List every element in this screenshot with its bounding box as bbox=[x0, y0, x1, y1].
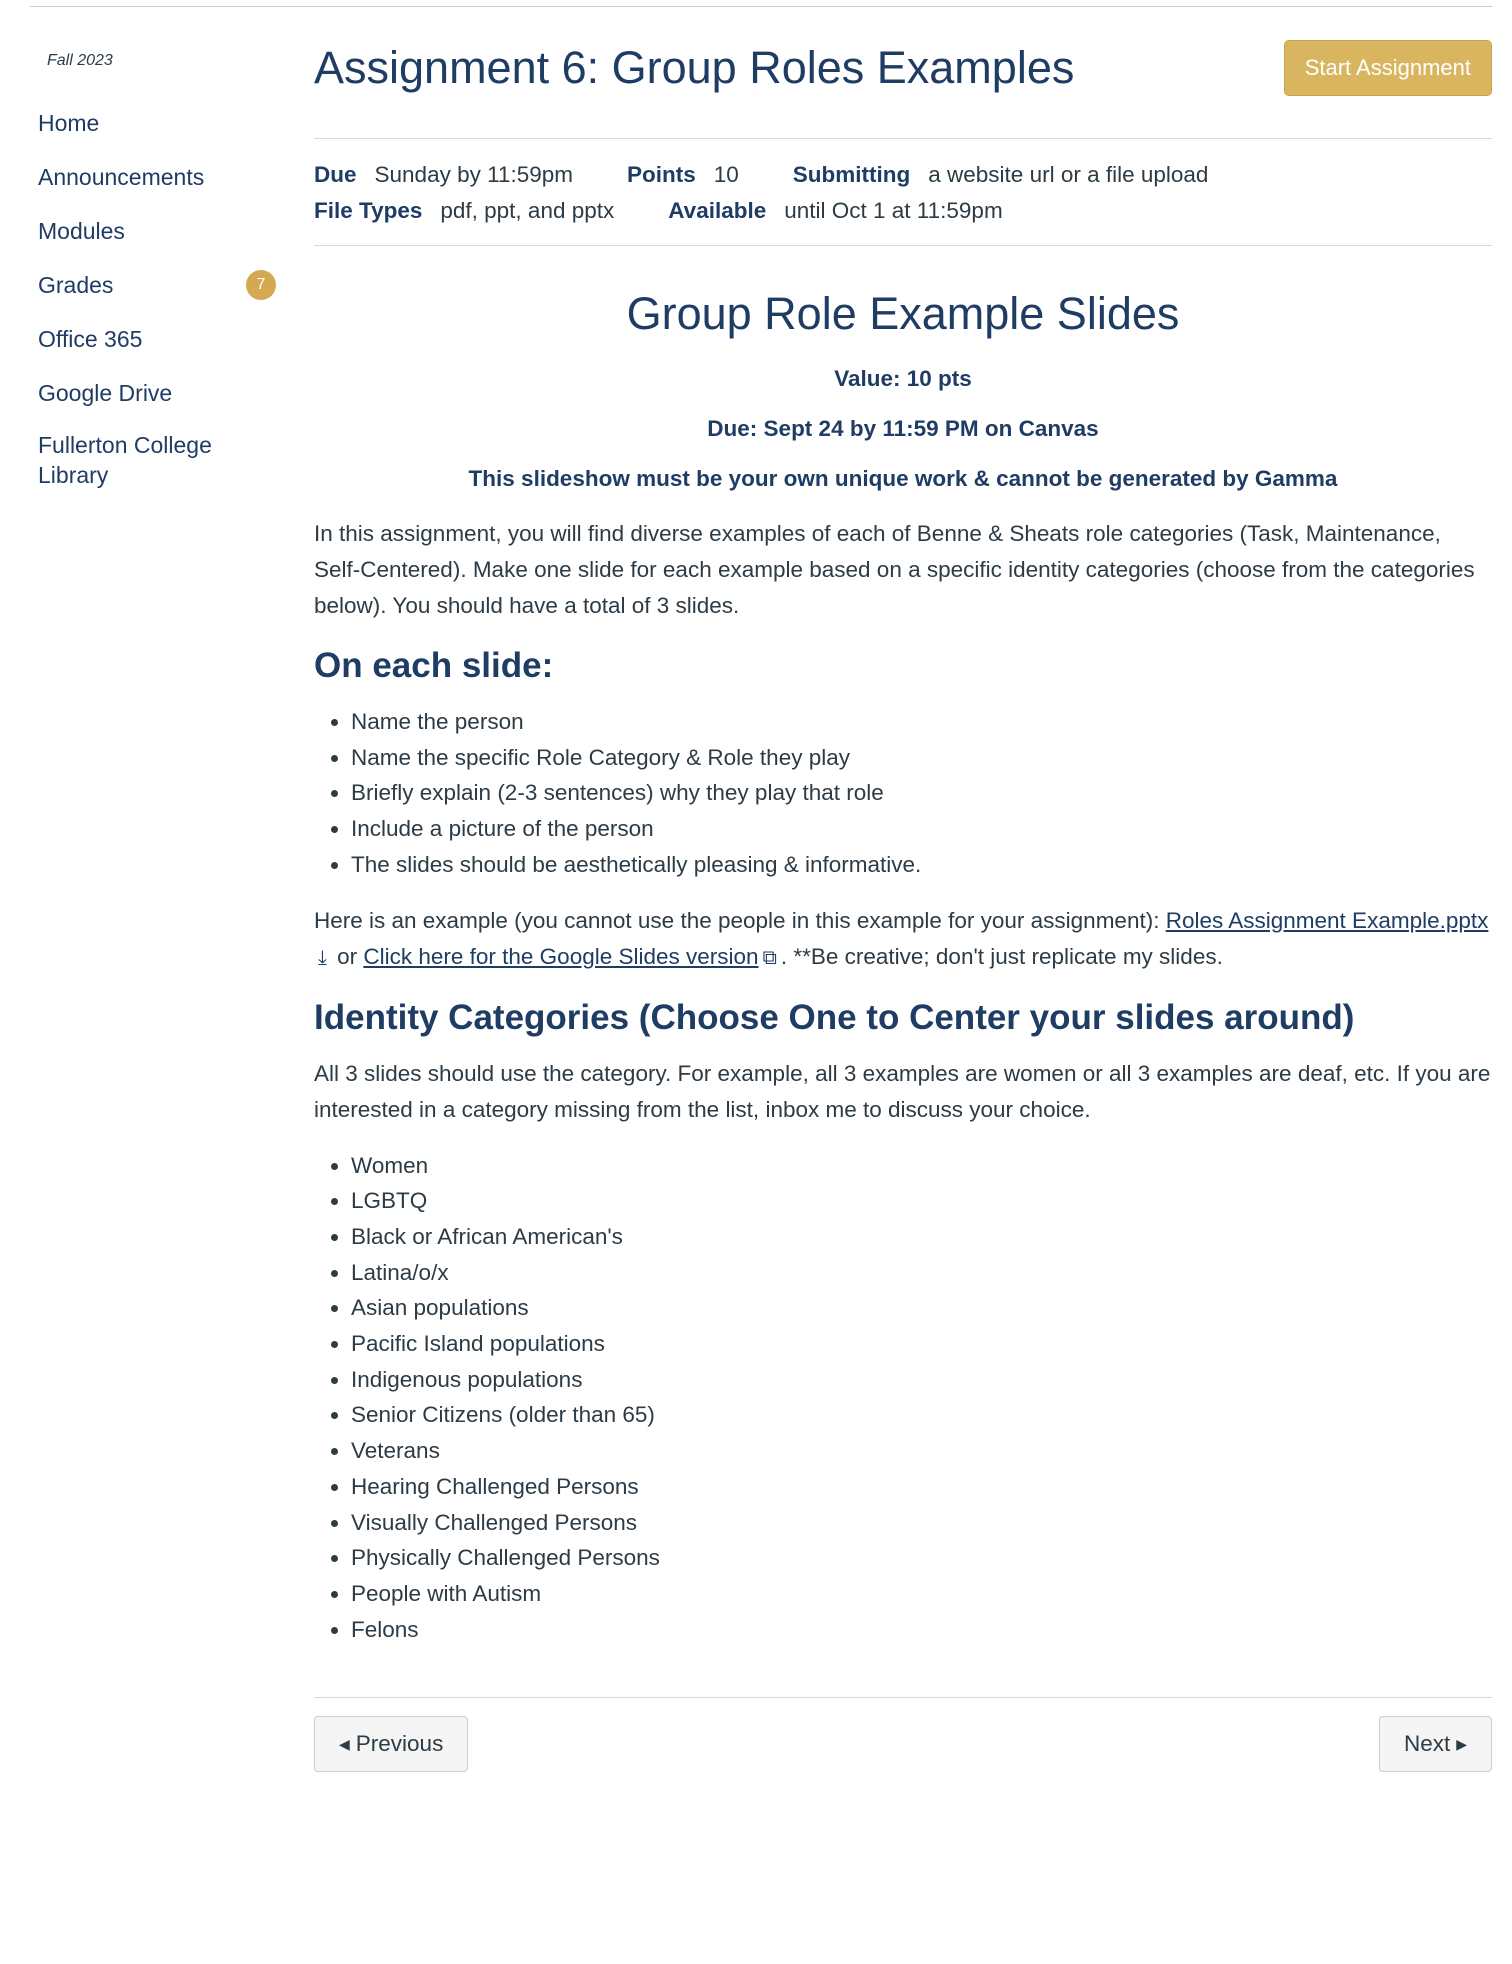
details-row-1 bbox=[314, 157, 1492, 193]
sidebar-item-label: Office 365 bbox=[38, 326, 143, 352]
previous-button[interactable] bbox=[314, 1716, 468, 1772]
each-slide-list bbox=[314, 704, 1492, 883]
intro-paragraph: In this assignment, you will find diverse examples of each of Benne & Sheats role categories (Task, Maintenance, Self-Centered). Make one slide for each example based on a specific identity categories (choose from the categories below). You should have a total of 3 slides. bbox=[314, 521, 1475, 618]
sidebar-item-label: Grades bbox=[38, 272, 114, 298]
assignment-description bbox=[314, 288, 1492, 1647]
list-item: • Hearing Challenged Persons bbox=[351, 1469, 1492, 1505]
sidebar-item-home[interactable] bbox=[38, 96, 278, 150]
list-item: • Include a picture of the person bbox=[351, 811, 1492, 847]
assignment-main bbox=[314, 40, 1492, 1772]
assignment-details bbox=[314, 139, 1492, 245]
sidebar-item-office-365[interactable] bbox=[38, 312, 278, 366]
available-label: Available bbox=[668, 198, 767, 223]
sidebar-item-label: Home bbox=[38, 110, 100, 136]
list-item: • Indigenous populations bbox=[351, 1362, 1492, 1398]
list-item: • Senior Citizens (older than 65) bbox=[351, 1397, 1492, 1433]
details-bottom-divider bbox=[314, 245, 1492, 246]
example-paragraph bbox=[314, 903, 1492, 976]
example-prefix: Here is an example (you cannot use the people in this example for your assignment): bbox=[314, 907, 1166, 933]
page-title: Assignment 6: Group Roles Examples bbox=[314, 42, 1075, 93]
list-item: • Pacific Island populations bbox=[351, 1326, 1492, 1362]
roles-assignment-example-link[interactable]: Roles Assignment Example.pptx bbox=[1165, 907, 1489, 933]
module-pager bbox=[314, 1716, 1492, 1772]
term-label: Fall 2023 bbox=[47, 52, 113, 69]
points-label: Points bbox=[626, 162, 696, 187]
title-row bbox=[314, 40, 1492, 138]
google-slides-link[interactable]: Click here for the Google Slides version bbox=[363, 943, 759, 969]
example-suffix: . **Be creative; don't just replicate my slides. bbox=[780, 943, 1223, 969]
list-item: • Latina/o/x bbox=[351, 1255, 1492, 1291]
example-or: or bbox=[330, 943, 364, 969]
available-value: until Oct 1 at 11:59pm bbox=[784, 198, 1003, 223]
list-item: • Felons bbox=[351, 1612, 1492, 1648]
file-types-value: pdf, ppt, and pptx bbox=[440, 198, 615, 223]
sidebar-item-grades[interactable] bbox=[38, 258, 278, 312]
list-item: • Visually Challenged Persons bbox=[351, 1505, 1492, 1541]
top-divider bbox=[30, 6, 1492, 7]
list-item: • Name the specific Role Category & Role they play bbox=[351, 740, 1492, 776]
list-item: • Women bbox=[351, 1148, 1492, 1184]
list-item: • Briefly explain (2-3 sentences) why they play that role bbox=[351, 775, 1492, 811]
value-line: Value: 10 pts bbox=[834, 366, 972, 391]
description-heading: Group Role Example Slides bbox=[626, 288, 1180, 339]
sidebar-item-google-drive[interactable] bbox=[38, 366, 278, 420]
due-value: Sunday by 11:59pm bbox=[374, 162, 573, 187]
submitting-value: a website url or a file upload bbox=[928, 162, 1209, 187]
caret-left-icon: ◀ bbox=[339, 1735, 350, 1752]
grades-count-badge: 7 bbox=[246, 270, 276, 300]
each-slide-heading: On each slide: bbox=[314, 646, 554, 685]
list-item: • LGBTQ bbox=[351, 1183, 1492, 1219]
next-button[interactable] bbox=[1379, 1716, 1492, 1772]
due-line: Due: Sept 24 by 11:59 PM on Canvas bbox=[707, 416, 1099, 441]
identity-intro: All 3 slides should use the category. For example, all 3 examples are women or all 3 examples are deaf, etc. If you are interested in a category missing from the list, inbox me to discuss your choice. bbox=[314, 1060, 1491, 1122]
due-label: Due bbox=[314, 162, 357, 187]
list-item: • People with Autism bbox=[351, 1576, 1492, 1612]
sidebar-item-library[interactable] bbox=[38, 420, 278, 490]
external-link-icon[interactable]: ⧉ bbox=[762, 946, 777, 969]
list-item: • Name the person bbox=[351, 704, 1492, 740]
sidebar-item-modules[interactable] bbox=[38, 204, 278, 258]
points-value: 10 bbox=[713, 162, 739, 187]
next-label: Next bbox=[1403, 1731, 1451, 1757]
caret-right-icon: ▶ bbox=[1456, 1735, 1467, 1752]
footer-divider bbox=[314, 1697, 1492, 1698]
unique-work-line: This slideshow must be your own unique work & cannot be generated by Gamma bbox=[468, 466, 1338, 491]
sidebar-item-label: Google Drive bbox=[38, 380, 173, 406]
sidebar-item-label: Fullerton College Library bbox=[38, 432, 212, 488]
file-types-label: File Types bbox=[314, 198, 423, 223]
list-item: • Veterans bbox=[351, 1433, 1492, 1469]
sidebar-item-label: Announcements bbox=[38, 164, 205, 190]
identity-list bbox=[314, 1148, 1492, 1648]
list-item: • The slides should be aesthetically pleasing & informative. bbox=[351, 847, 1492, 883]
list-item: • Physically Challenged Persons bbox=[351, 1540, 1492, 1576]
course-sidebar bbox=[38, 52, 278, 490]
start-assignment-button[interactable]: Start Assignment bbox=[1284, 40, 1492, 96]
previous-label: Previous bbox=[355, 1731, 444, 1757]
sidebar-item-announcements[interactable] bbox=[38, 150, 278, 204]
download-icon[interactable]: ⤓ bbox=[318, 946, 327, 969]
identity-heading: Identity Categories (Choose One to Center your slides around) bbox=[314, 997, 1355, 1037]
list-item: • Asian populations bbox=[351, 1290, 1492, 1326]
submitting-label: Submitting bbox=[792, 162, 911, 187]
details-row-2 bbox=[314, 193, 1492, 229]
list-item: • Black or African American's bbox=[351, 1219, 1492, 1255]
sidebar-item-label: Modules bbox=[38, 218, 125, 244]
